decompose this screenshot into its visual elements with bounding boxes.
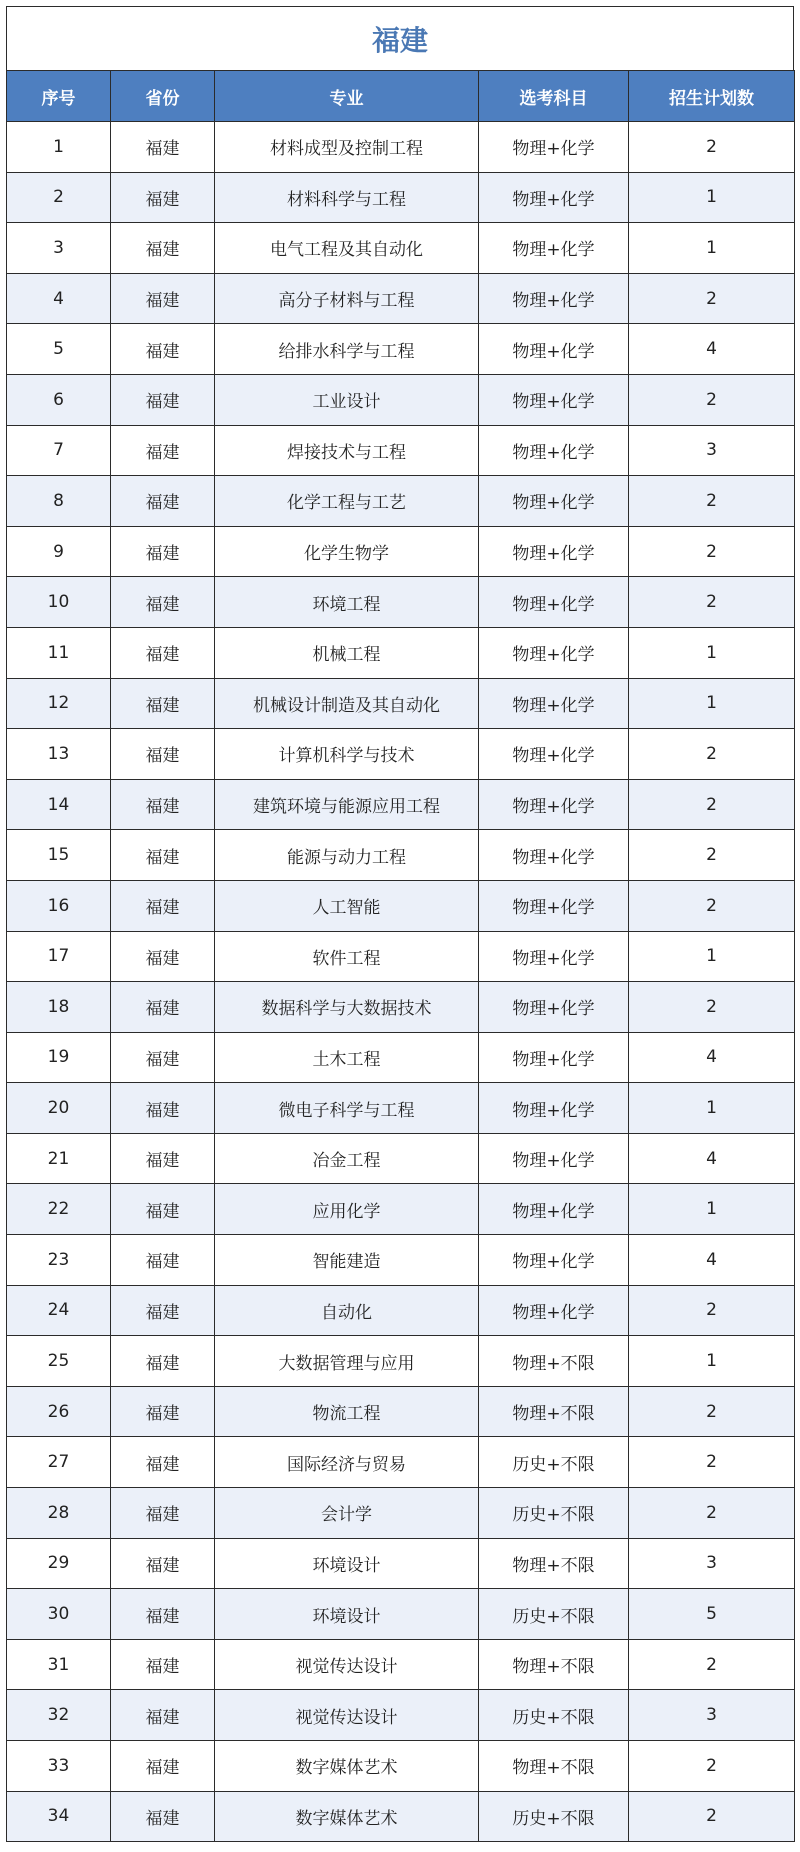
quota-cell: 2 [629,577,795,628]
subjects-cell: 物理+化学 [479,273,629,324]
index-cell: 33 [7,1741,111,1792]
quota-cell: 1 [629,1336,795,1387]
table-row [7,476,795,527]
header-cell-major: 专业 [215,71,479,122]
major-cell: 视觉传达设计 [215,1639,479,1690]
index-cell: 28 [7,1488,111,1539]
index-cell: 34 [7,1791,111,1842]
index-cell: 25 [7,1336,111,1387]
table-row [7,1791,795,1842]
quota-cell: 2 [629,526,795,577]
subjects-cell: 物理+不限 [479,1639,629,1690]
table-row [7,1032,795,1083]
subjects-cell: 物理+不限 [479,1336,629,1387]
province-cell: 福建 [111,1538,215,1589]
index-cell: 17 [7,931,111,982]
table-row [7,1336,795,1387]
table-row [7,779,795,830]
index-cell: 31 [7,1639,111,1690]
quota-cell: 1 [629,172,795,223]
subjects-cell: 物理+化学 [479,982,629,1033]
table-container [6,6,794,1842]
index-cell: 10 [7,577,111,628]
quota-cell: 4 [629,324,795,375]
quota-cell: 2 [629,1791,795,1842]
province-cell: 福建 [111,1791,215,1842]
province-cell: 福建 [111,273,215,324]
major-cell: 化学工程与工艺 [215,476,479,527]
subjects-cell: 物理+化学 [479,1133,629,1184]
quota-cell: 2 [629,1639,795,1690]
subjects-cell: 物理+化学 [479,779,629,830]
province-cell: 福建 [111,931,215,982]
index-cell: 20 [7,1083,111,1134]
province-cell: 福建 [111,982,215,1033]
quota-cell: 2 [629,476,795,527]
table-row [7,1386,795,1437]
subjects-cell: 物理+化学 [479,526,629,577]
table-row [7,1133,795,1184]
index-cell: 5 [7,324,111,375]
subjects-cell: 物理+化学 [479,1184,629,1235]
quota-cell: 2 [629,1488,795,1539]
quota-cell: 2 [629,729,795,780]
subjects-cell: 物理+化学 [479,324,629,375]
quota-cell: 2 [629,374,795,425]
quota-cell: 5 [629,1589,795,1640]
subjects-cell: 物理+化学 [479,172,629,223]
table-row [7,1437,795,1488]
table-row [7,273,795,324]
table-row [7,577,795,628]
index-cell: 3 [7,223,111,274]
table-row [7,324,795,375]
table-row [7,1488,795,1539]
quota-cell: 1 [629,678,795,729]
quota-cell: 2 [629,779,795,830]
quota-cell: 4 [629,1133,795,1184]
province-cell: 福建 [111,1741,215,1792]
quota-cell: 2 [629,1386,795,1437]
province-cell: 福建 [111,1235,215,1286]
major-cell: 建筑环境与能源应用工程 [215,779,479,830]
province-cell: 福建 [111,830,215,881]
province-cell: 福建 [111,1690,215,1741]
index-cell: 16 [7,880,111,931]
index-cell: 8 [7,476,111,527]
major-cell: 工业设计 [215,374,479,425]
index-cell: 14 [7,779,111,830]
index-cell: 12 [7,678,111,729]
subjects-cell: 物理+化学 [479,830,629,881]
subjects-cell: 物理+化学 [479,374,629,425]
province-cell: 福建 [111,425,215,476]
province-cell: 福建 [111,223,215,274]
subjects-cell: 物理+化学 [479,1083,629,1134]
province-cell: 福建 [111,880,215,931]
major-cell: 智能建造 [215,1235,479,1286]
major-cell: 冶金工程 [215,1133,479,1184]
major-cell: 土木工程 [215,1032,479,1083]
major-cell: 软件工程 [215,931,479,982]
quota-cell: 3 [629,425,795,476]
quota-cell: 1 [629,1184,795,1235]
major-cell: 材料成型及控制工程 [215,122,479,173]
major-cell: 机械工程 [215,627,479,678]
index-cell: 30 [7,1589,111,1640]
major-cell: 环境设计 [215,1538,479,1589]
province-cell: 福建 [111,627,215,678]
table-row [7,1235,795,1286]
index-cell: 11 [7,627,111,678]
quota-cell: 2 [629,830,795,881]
header-cell-quota: 招生计划数 [629,71,795,122]
major-cell: 环境工程 [215,577,479,628]
subjects-cell: 物理+化学 [479,122,629,173]
table-row [7,122,795,173]
table-row [7,729,795,780]
major-cell: 视觉传达设计 [215,1690,479,1741]
quota-cell: 1 [629,1083,795,1134]
index-cell: 18 [7,982,111,1033]
province-cell: 福建 [111,374,215,425]
table-row [7,1184,795,1235]
index-cell: 19 [7,1032,111,1083]
province-cell: 福建 [111,1639,215,1690]
index-cell: 2 [7,172,111,223]
major-cell: 化学生物学 [215,526,479,577]
quota-cell: 4 [629,1032,795,1083]
table-title: 福建 [6,6,794,70]
major-cell: 能源与动力工程 [215,830,479,881]
province-cell: 福建 [111,729,215,780]
major-cell: 物流工程 [215,1386,479,1437]
subjects-cell: 物理+不限 [479,1386,629,1437]
major-cell: 数字媒体艺术 [215,1791,479,1842]
index-cell: 9 [7,526,111,577]
index-cell: 4 [7,273,111,324]
subjects-cell: 物理+化学 [479,1032,629,1083]
subjects-cell: 物理+不限 [479,1741,629,1792]
major-cell: 电气工程及其自动化 [215,223,479,274]
header-row [7,71,795,122]
index-cell: 6 [7,374,111,425]
subjects-cell: 物理+化学 [479,577,629,628]
major-cell: 应用化学 [215,1184,479,1235]
major-cell: 机械设计制造及其自动化 [215,678,479,729]
quota-cell: 2 [629,1741,795,1792]
subjects-cell: 历史+不限 [479,1690,629,1741]
province-cell: 福建 [111,526,215,577]
province-cell: 福建 [111,172,215,223]
quota-cell: 2 [629,1437,795,1488]
province-cell: 福建 [111,1386,215,1437]
header-cell-province: 省份 [111,71,215,122]
major-cell: 会计学 [215,1488,479,1539]
major-cell: 计算机科学与技术 [215,729,479,780]
table-row [7,1538,795,1589]
province-cell: 福建 [111,1437,215,1488]
table-row [7,526,795,577]
province-cell: 福建 [111,779,215,830]
table-row [7,830,795,881]
province-cell: 福建 [111,1184,215,1235]
province-cell: 福建 [111,1083,215,1134]
quota-cell: 2 [629,122,795,173]
table-row [7,374,795,425]
province-cell: 福建 [111,324,215,375]
table-row [7,1741,795,1792]
quota-cell: 2 [629,273,795,324]
quota-cell: 4 [629,1235,795,1286]
subjects-cell: 物理+化学 [479,729,629,780]
subjects-cell: 历史+不限 [479,1488,629,1539]
province-cell: 福建 [111,1285,215,1336]
subjects-cell: 历史+不限 [479,1589,629,1640]
quota-cell: 1 [629,627,795,678]
table-row [7,172,795,223]
index-cell: 7 [7,425,111,476]
major-cell: 高分子材料与工程 [215,273,479,324]
subjects-cell: 物理+化学 [479,678,629,729]
index-cell: 23 [7,1235,111,1286]
header-cell-subjects: 选考科目 [479,71,629,122]
subjects-cell: 物理+化学 [479,1285,629,1336]
table-body [7,122,795,1842]
quota-cell: 2 [629,982,795,1033]
index-cell: 22 [7,1184,111,1235]
province-cell: 福建 [111,1032,215,1083]
subjects-cell: 物理+化学 [479,880,629,931]
province-cell: 福建 [111,1488,215,1539]
table-row [7,1589,795,1640]
subjects-cell: 物理+化学 [479,627,629,678]
index-cell: 26 [7,1386,111,1437]
subjects-cell: 物理+化学 [479,931,629,982]
table-row [7,880,795,931]
index-cell: 32 [7,1690,111,1741]
quota-cell: 3 [629,1538,795,1589]
index-cell: 29 [7,1538,111,1589]
major-cell: 自动化 [215,1285,479,1336]
subjects-cell: 物理+化学 [479,1235,629,1286]
major-cell: 人工智能 [215,880,479,931]
index-cell: 15 [7,830,111,881]
province-cell: 福建 [111,577,215,628]
major-cell: 给排水科学与工程 [215,324,479,375]
subjects-cell: 物理+不限 [479,1538,629,1589]
quota-cell: 1 [629,223,795,274]
table-row [7,1690,795,1741]
table-row [7,982,795,1033]
table-row [7,1083,795,1134]
subjects-cell: 历史+不限 [479,1437,629,1488]
index-cell: 1 [7,122,111,173]
quota-cell: 3 [629,1690,795,1741]
major-cell: 环境设计 [215,1589,479,1640]
table-row [7,1639,795,1690]
index-cell: 24 [7,1285,111,1336]
enrollment-table [6,70,795,1842]
major-cell: 微电子科学与工程 [215,1083,479,1134]
subjects-cell: 物理+化学 [479,223,629,274]
index-cell: 13 [7,729,111,780]
index-cell: 27 [7,1437,111,1488]
province-cell: 福建 [111,122,215,173]
subjects-cell: 物理+化学 [479,425,629,476]
table-row [7,223,795,274]
major-cell: 国际经济与贸易 [215,1437,479,1488]
major-cell: 焊接技术与工程 [215,425,479,476]
province-cell: 福建 [111,476,215,527]
quota-cell: 1 [629,931,795,982]
major-cell: 大数据管理与应用 [215,1336,479,1387]
province-cell: 福建 [111,1336,215,1387]
table-row [7,1285,795,1336]
table-row [7,627,795,678]
major-cell: 数字媒体艺术 [215,1741,479,1792]
major-cell: 数据科学与大数据技术 [215,982,479,1033]
index-cell: 21 [7,1133,111,1184]
province-cell: 福建 [111,678,215,729]
table-row [7,931,795,982]
header-cell-index: 序号 [7,71,111,122]
subjects-cell: 历史+不限 [479,1791,629,1842]
province-cell: 福建 [111,1589,215,1640]
table-row [7,678,795,729]
quota-cell: 2 [629,880,795,931]
province-cell: 福建 [111,1133,215,1184]
major-cell: 材料科学与工程 [215,172,479,223]
subjects-cell: 物理+化学 [479,476,629,527]
table-row [7,425,795,476]
quota-cell: 2 [629,1285,795,1336]
